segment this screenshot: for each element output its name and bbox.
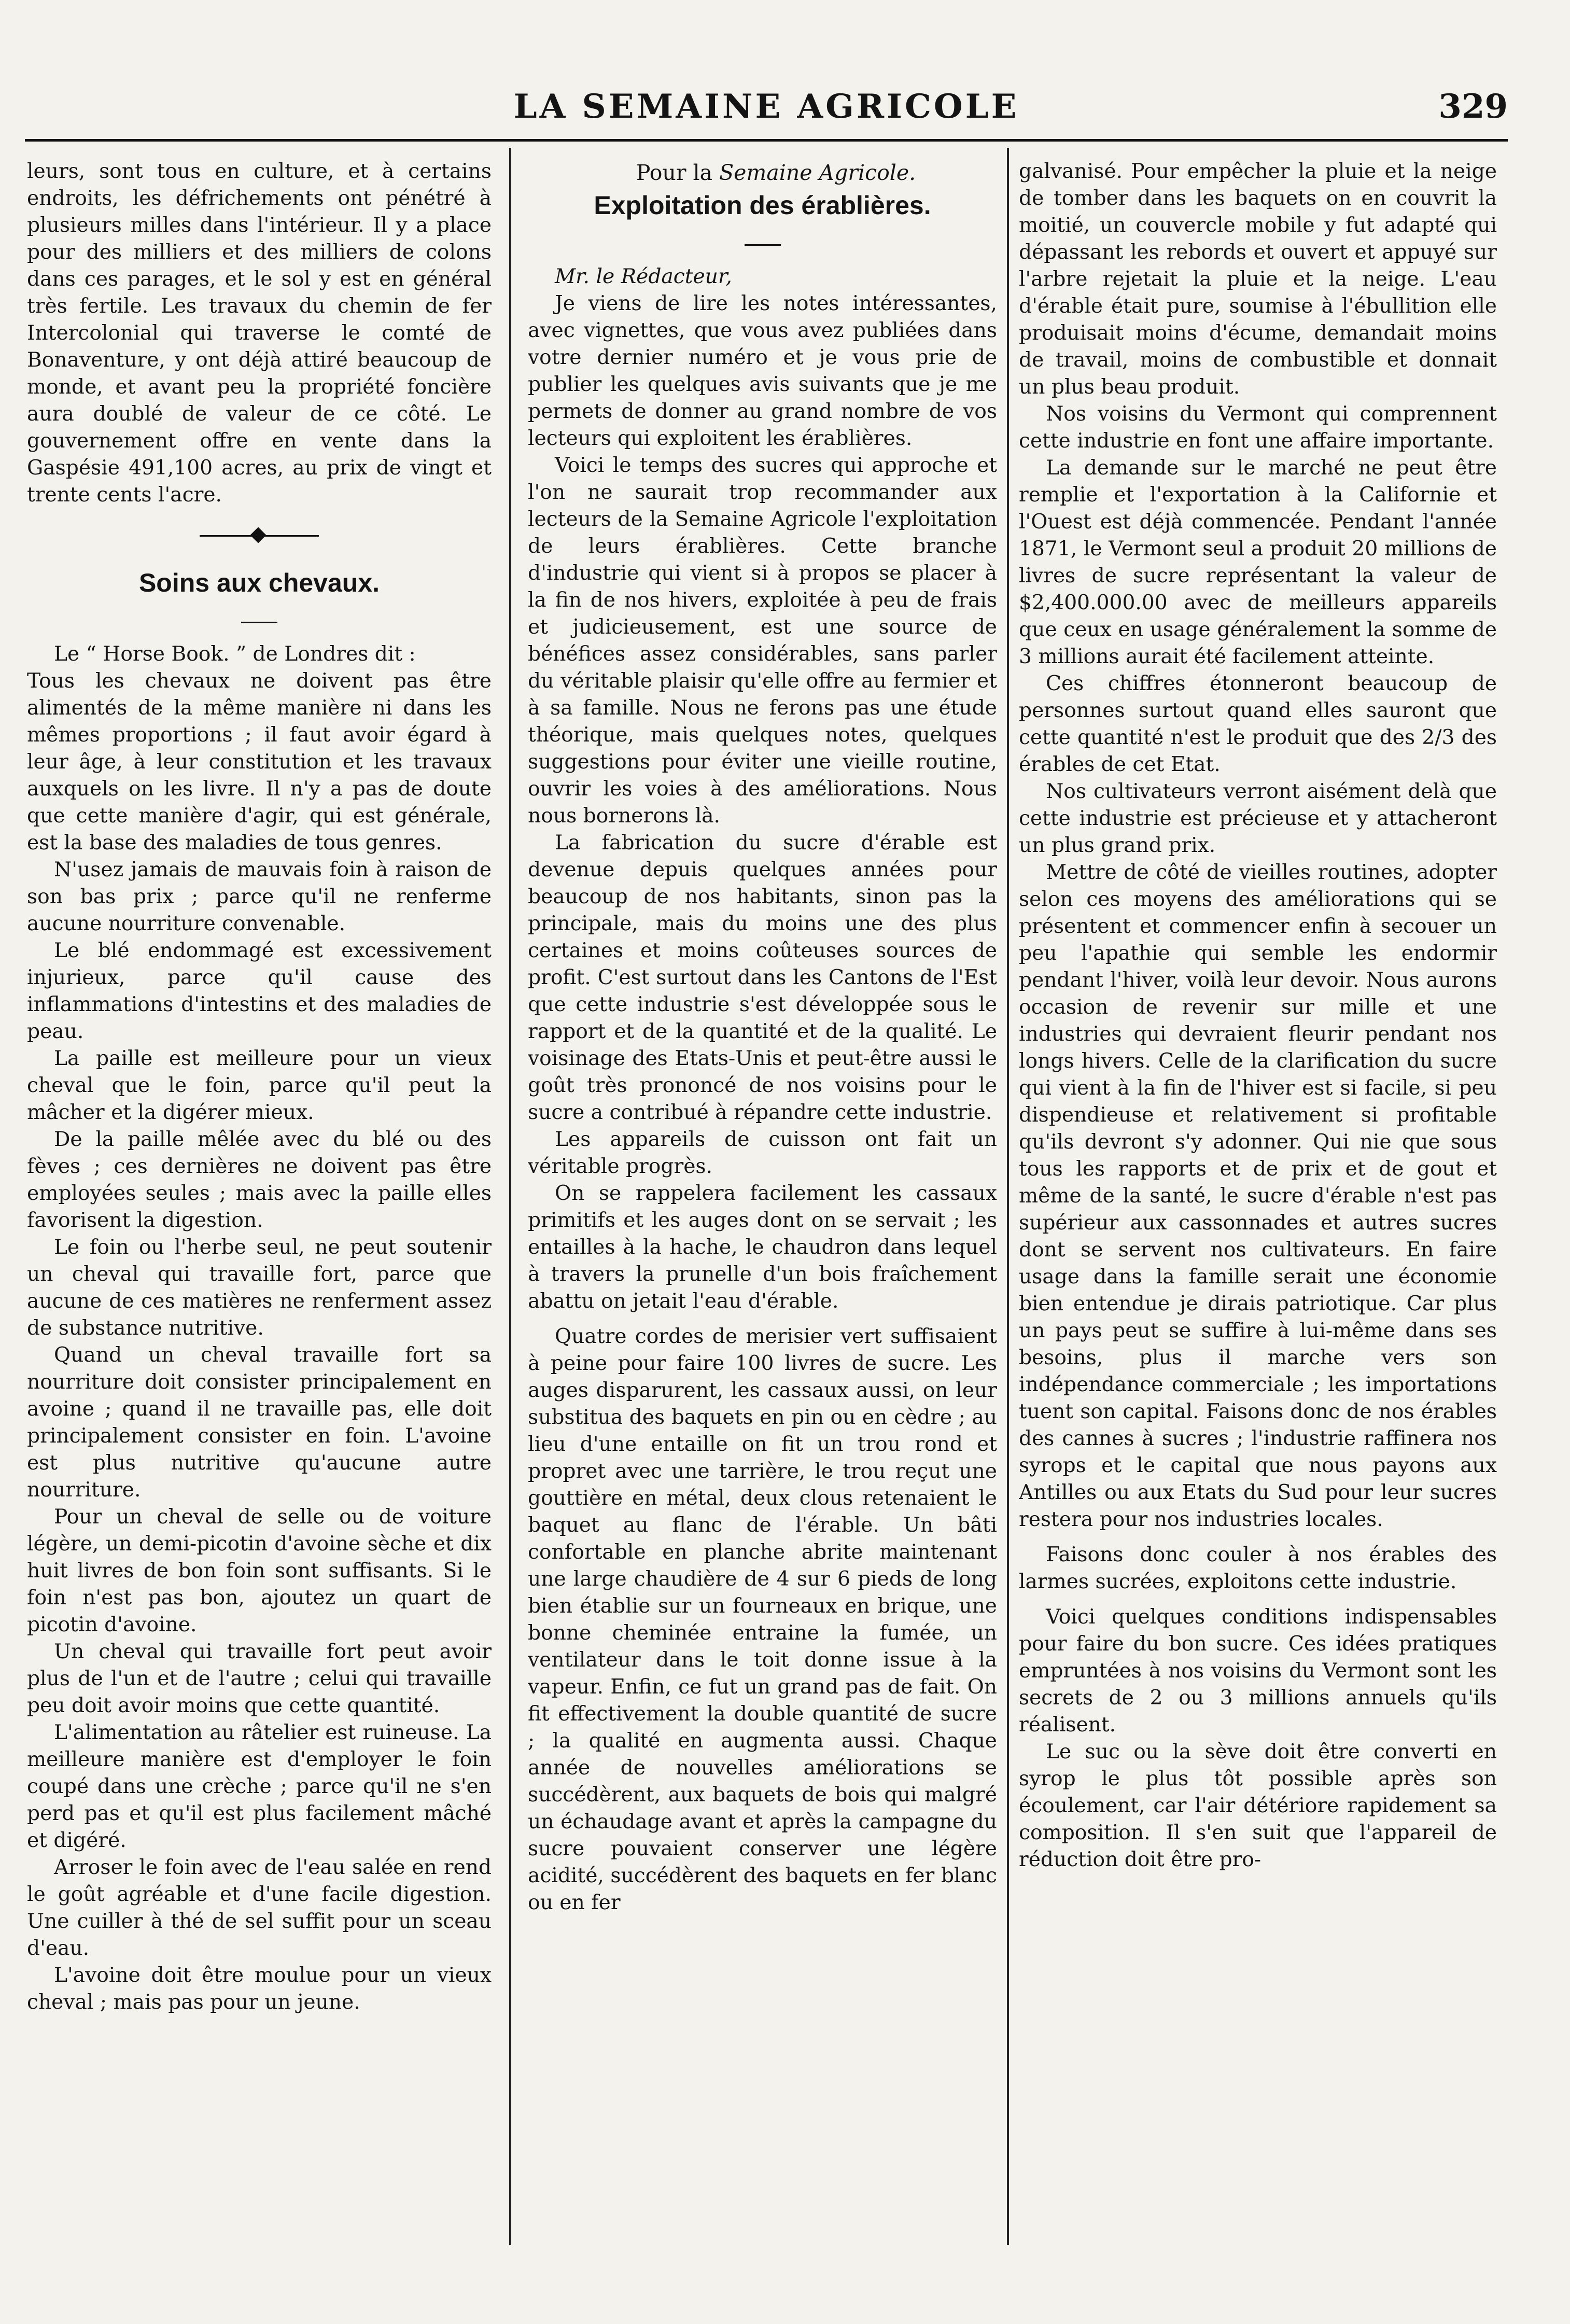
running-head: LA SEMAINE AGRICOLE [513,87,1019,126]
header-rule [25,139,1508,142]
spacer [528,1315,997,1323]
article-heading: Exploitation des érablières. [594,191,931,220]
paragraph: La demande sur le marché ne peut être remplie et l'exportation à la Californie et l'Ouest est déjà commencée. Pendant l'année 1871, le Vermont seul a produit 20 millions de livres de sucre représentant la valeur de $2,400.000.00 avec de meilleurs appareils que ceux en usage généralement la somme de 3 millions aurait été facilement atteinte. [1019,456,1497,668]
paragraph: Faisons donc couler à nos érables des larmes sucrées, exploitons cette industrie. [1019,1543,1497,1593]
paragraph: Un cheval qui travaille fort peut avoir plus de l'un et de l'autre ; celui qui travaille peu doit avoir moins que cette quantité. [27,1640,492,1717]
kicker-publication: Semaine Agricole. [719,160,916,185]
paragraph: Nos voisins du Vermont qui comprennent cette industrie en font une affaire importante. [1019,402,1497,453]
page-header [25,87,1508,144]
paragraph: leurs, sont tous en culture, et à certains endroits, les défrichements ont pénétré à plusieurs milles dans l'intérieur. Il y a place pour des milliers et des milliers de colons dans ces parages, et le sol y est en général très fertile. Les travaux du chemin de fer Intercolonial qui traverse le comté de Bonaventure, y ont déjà attiré beaucoup de monde, et avant peu la propriété foncière aura doublé de valeur de ce côté. Le gouvernement offre en vente dans la Gaspésie 491,100 acres, au prix de vingt et trente cents l'acre. [27,160,492,507]
paragraph: Nos cultivateurs verront aisément delà que cette industrie est précieuse et y attacheront un plus grand prix. [1019,780,1497,857]
paragraph: Arroser le foin avec de l'eau salée en rend le goût agréable et d'une facile digestion. Une cuiller à thé de sel suffit pour un sceau d'eau. [27,1856,492,1960]
paragraph: Le “ Horse Book. ” de Londres dit : [54,642,416,666]
paragraph: Le suc ou la sève doit être converti en syrop le plus tôt possible après son écoulement, car l'air détériore rapidement sa composition. Il s'en suit que l'appareil de réduction doit être pro- [1019,1740,1497,1871]
paragraph: Tous les chevaux ne doivent pas être alimentés de la même manière ni dans les mêmes proportions ; il faut avoir égard à leur âge, à leur constitution et les travaux auxquels on les livre. Il n'y a pas de doute que cette manière d'agir, qui est générale, est la base des maladies de tous genres. [27,669,492,855]
paragraph: De la paille mêlée avec du blé ou des fèves ; ces dernières ne doivent pas être employées seules ; mais avec la paille elles favorisent la digestion. [27,1128,492,1232]
spacer [1019,1595,1497,1604]
article-kicker [528,158,997,187]
paragraph: N'usez jamais de mauvais foin à raison de son bas prix ; parce qu'il ne renferme aucune nourriture convenable. [27,858,492,935]
paragraph: Ces chiffres étonneront beaucoup de personnes surtout quand elles sauront que cette quantité n'est le produit que des 2/3 des érables de cet Etat. [1019,672,1497,776]
paragraph: Quand un cheval travaille fort sa nourriture doit consister principalement en avoine ; quand il ne travaille pas, elle doit principalement consister en foin. L'avoine est plus nutritive qu'aucune autre nourriture. [27,1343,492,1502]
paragraph: Voici le temps des sucres qui approche et l'on ne saurait trop recommander aux lecteurs de la Semaine Agricole l'exploitation de leurs érablières. Cette branche d'industrie qui vient si à propos se placer à la fin de nos hivers, exploitée à peu de frais et judicieusement, est une source de bénéfices assez considérables, sans parler du véritable plaisir qu'elle offre au fermier et à sa famille. Nous ne ferons pas une étude théorique, mais quelques notes, quelques suggestions pour éviter une vieille routine, ouvrir les voies à des améliorations. Nous nous bornerons là. [528,454,997,828]
paragraph: Je viens de lire les notes intéressantes, avec vignettes, que vous avez publiées dans votre dernier numéro et je vous prie de publier les quelques avis suivants que je me permets de donner au grand nombre de vos lecteurs qui exploitent les érablières. [528,292,997,450]
column-left [27,158,492,2243]
short-rule [745,244,781,246]
column-divider [1007,148,1009,2245]
paragraph: Le foin ou l'herbe seul, ne peut soutenir un cheval qui travaille fort, parce que aucune de ces matières ne renferment assez de substance nutritive. [27,1236,492,1340]
kicker-prefix: Pour la [636,160,720,185]
paragraph: La paille est meilleure pour un vieux cheval que le foin, parce qu'il peut la mâcher et la digérer mieux. [27,1047,492,1124]
column-middle [528,158,997,2243]
paragraph: L'alimentation au râtelier est ruineuse. La meilleure manière est d'employer le foin coupé dans une crèche ; parce qu'il ne s'en perd pas et qu'il est plus facilement mâché et digéré. [27,1721,492,1852]
paragraph: Les appareils de cuisson ont fait un véritable progrès. [528,1128,997,1178]
paragraph: Quatre cordes de merisier vert suffisaient à peine pour faire 100 livres de sucre. Les auges disparurent, les cassaux aussi, on leur substitua des baquets en pin ou en cèdre ; au lieu d'une entaille on fit un trou rond et propret avec une tarrière, le trou reçut une gouttière en métal, deux clous retenaient le baquet au flanc de l'érable. Un bâti confortable en planche abrite maintenant une large chaudière de 4 sur 6 pieds de long bien établie sur un fourneaux en brique, une bonne cheminée entraine la fumée, un ventilateur dans le toit donne issue à la vapeur. Enfin, ce fut un grand pas de fait. On fit effectivement la double quantité de sucre ; la qualité en augmenta aussi. Chaque année de nouvelles améliorations se succédèrent, aux baquets de bois qui malgré un échaudage avant et après la campagne du sucre pouvaient conserver une légère acidité, succédèrent des baquets en fer blanc ou en fer [528,1325,997,1914]
paragraph: galvanisé. Pour empêcher la pluie et la neige de tomber dans les baquets on en couvrit la moitié, un couvercle mobile y fut adapté qui dépassant les rebords et ouvert et appuyé sur l'arbre rejetait la pluie et la neige. L'eau d'érable était pure, soumise à l'ébullition elle produisait moins d'écume, demandait moins de travail, moins de combustible et donnait un plus beau produit. [1019,160,1497,399]
column-right [1019,158,1497,2243]
salutation: Mr. le Rédacteur, [555,265,732,288]
paragraph: La fabrication du sucre d'érable est devenue depuis quelques années pour beaucoup de nos habitants, sinon pas la principale, mais du moins une des plus certaines et moins coûteuses sources de profit. C'est surtout dans les Cantons de l'Est que cette industrie s'est développée sous le rapport et de la quantité et de la qualité. Le voisinage des Etats-Unis et peut-être aussi le goût très prononcé de nos voisins pour le sucre a contribué à répandre cette industrie. [528,831,997,1124]
paragraph: Le blé endommagé est excessivement injurieux, parce qu'il cause des inflammations d'intestins et des maladies de peau. [27,939,492,1043]
spacer [1019,1533,1497,1542]
paragraph: On se rappelera facilement les cassaux primitifs et les auges dont on se servait ; les entailles à la hache, le chaudron dans lequel à travers la prunelle d'un bois fraîchement abattu on jetait l'eau d'érable. [528,1182,997,1313]
diamond-icon [250,527,266,543]
page-number: 329 [1438,87,1508,126]
section-ornament [200,529,319,542]
paragraph: Voici quelques conditions indispensables pour faire du bon sucre. Ces idées pratiques empruntées à nos voisins du Vermont sont les secrets de 2 ou 3 millions annuels qu'ils réalisent. [1019,1605,1497,1737]
paragraph: Mettre de côté de vieilles routines, adopter selon ces moyens des améliorations qui se présentent et commencer enfin à secouer un peu l'apathie qui semble les endormir pendant l'hiver, voilà leur devoir. Nous aurons occasion de revenir sur mille et une industries qui devraient fleurir pendant nos longs hivers. Celle de la clarification du sucre qui vient à la fin de l'hiver est si facile, si peu dispendieuse et relativement si profitable qu'ils devront s'y adonner. Qui nie que sous tous les rapports et de prix et de gout et même de la santé, le sucre d'érable n'est pas supérieur aux cassonnades et autres sucres dont se servent nos cultivateurs. En faire usage dans la famille serait une économie bien entendue je dirais patriotique. Car plus un pays peut se suffire à lui-même dans ses besoins, plus il marche vers son indépendance commerciale ; les importations tuent son capital. Faisons donc de nos érables des cannes à sucres ; l'industrie raffinera nos syrops et le capital que nous payons aux Antilles ou aux Etats du Sud pour leur sucres restera pour nos industries locales. [1019,861,1497,1531]
column-divider [509,148,511,2245]
short-rule [241,622,277,623]
paragraph: Pour un cheval de selle ou de voiture légère, un demi-picotin d'avoine sèche et dix huit livres de bon foin sont suffisants. Si le foin n'est pas bon, ajoutez un quart de picotin d'avoine. [27,1505,492,1636]
paragraph: L'avoine doit être moulue pour un vieux cheval ; mais pas pour un jeune. [27,1964,492,2014]
article-heading: Soins aux chevaux. [138,568,380,597]
